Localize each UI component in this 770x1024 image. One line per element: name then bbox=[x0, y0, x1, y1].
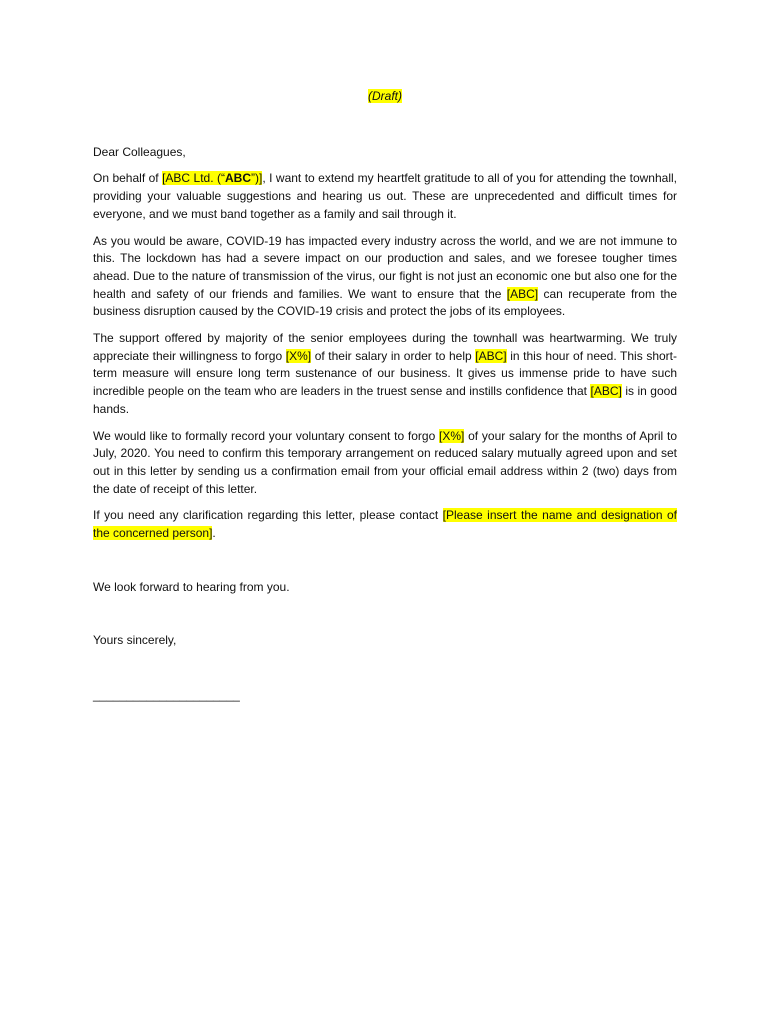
paragraph-text: As you would be aware, COVID-19 has impacted every industry across the world, and we are not immune to this. The lockdown has had a severe impact on our production and sales, and we foresee tougher times ahead. Due to the nature of transmission of the virus, our fight is not just an economic one but also one for the health and safety of our friends and families. We want to ensure that the bbox=[93, 233, 677, 301]
placeholder-text: ”)] bbox=[251, 171, 263, 186]
letter-body bbox=[93, 88, 677, 705]
paragraph-gratitude bbox=[93, 170, 677, 223]
signature-line: ______________________ bbox=[93, 688, 240, 703]
paragraph-text: of their salary in order to help bbox=[311, 348, 476, 363]
paragraph-text: can recuperate from the business disruption caused by the COVID-19 crisis and protect the jobs of its employees. bbox=[93, 286, 678, 319]
paragraph-consent bbox=[93, 428, 677, 499]
salutation: Dear Colleagues, bbox=[93, 144, 186, 159]
company-short-name: ABC bbox=[225, 171, 251, 186]
placeholder-text: [ABC Ltd. (“ bbox=[162, 171, 225, 186]
draft-label bbox=[93, 88, 677, 106]
contact-person-placeholder: [Please insert the name and designation of the concerned person] bbox=[93, 508, 678, 541]
percentage-placeholder: [X%] bbox=[285, 348, 312, 363]
company-placeholder: [ABC] bbox=[506, 286, 539, 301]
company-name-placeholder bbox=[162, 171, 262, 185]
draft-label-text: (Draft) bbox=[368, 89, 402, 103]
paragraph-text: The support offered by majority of the senior employees during the townhall was heartwarming. We truly appreciate their willingness to forgo bbox=[93, 331, 677, 363]
paragraph-contact bbox=[93, 507, 677, 542]
closing-line: We look forward to hearing from you. bbox=[93, 579, 290, 594]
percentage-placeholder: [X%] bbox=[439, 428, 465, 443]
paragraph-text: of your salary for the months of April to July, 2020. You need to confirm this temporary arrangement on reduced salary mutually agreed upon and set out in this letter by sending us a confirmation email from your official email address within 2 (two) days from the date of receipt of this letter. bbox=[93, 428, 677, 496]
company-placeholder: [ABC] bbox=[590, 384, 622, 399]
paragraph-text: On behalf of bbox=[93, 171, 163, 186]
paragraph-covid-impact bbox=[93, 233, 677, 322]
signoff: Yours sincerely, bbox=[93, 633, 177, 648]
paragraph-text: We would like to formally record your voluntary consent to forgo bbox=[93, 428, 440, 443]
paragraph-text: in this hour of need. This short-term measure will ensure long term sustenance of our business. It gives us immense pride to have such incredible people on the team who are leaders in the truest sense and instills confidence that bbox=[93, 348, 677, 399]
paragraph-text: is in good hands. bbox=[93, 384, 677, 416]
company-placeholder: [ABC] bbox=[475, 348, 507, 363]
paragraph-support bbox=[93, 330, 677, 419]
paragraph-text: , I want to extend my heartfelt gratitude to all of you for attending the townhall, providing your valuable suggestions and hearing us out. These are unprecedented and difficult times for everyone, and we must band together as a family and sail through it. bbox=[93, 171, 677, 221]
paragraph-text: If you need any clarification regarding this letter, please contact bbox=[93, 508, 443, 523]
paragraph-text: . bbox=[212, 526, 216, 541]
